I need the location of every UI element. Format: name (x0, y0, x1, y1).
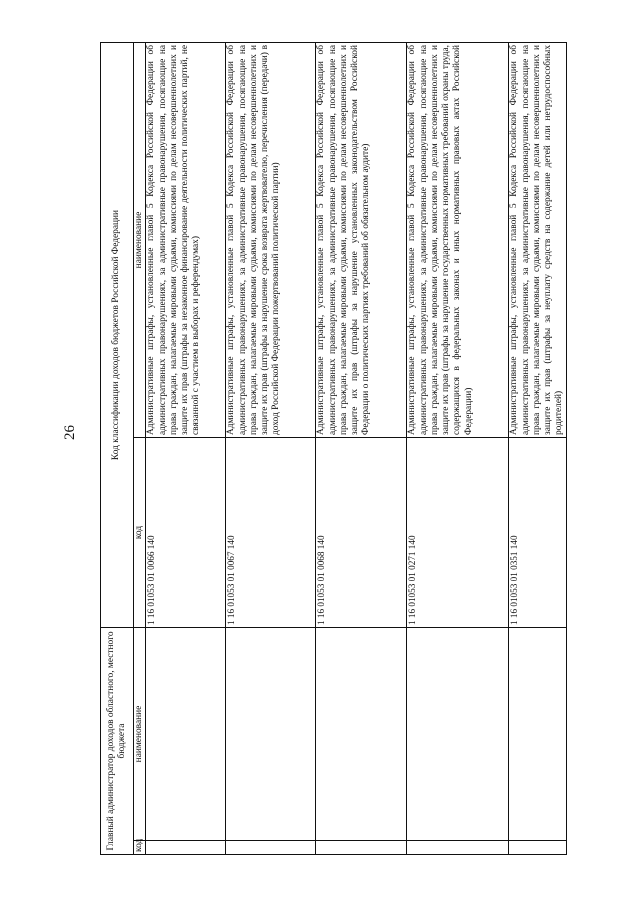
row-admin-code (509, 841, 566, 855)
revenue-classification-table (100, 42, 567, 855)
header-admin-group: Главный администратор доходов областного, местного бюджета (101, 628, 134, 855)
table-row (316, 42, 407, 854)
row-admin-code (146, 841, 226, 855)
table-row (509, 42, 566, 854)
row-description: Административные штрафы, установленные главой 5 Кодекса Российской Федерации об административных правонарушениях, за административные правонарушения, посягающие на права граждан, налагаемые мировыми судьями, комиссиями по делам несовершеннолетних и защите их прав (штрафы за незаконное финансирование деятельности политических партий, не связанной с участием в выборах и референдумах) (146, 42, 226, 437)
row-admin-name (407, 628, 509, 841)
row-budget-code: 1 16 01053 01 0351 140 (509, 438, 566, 628)
page-number: 26 (62, 425, 78, 440)
row-description: Административные штрафы, установленные главой 5 Кодекса Российской Федерации об административных правонарушениях, за административные правонарушения, посягающие на права граждан, налагаемые мировыми судьями, комиссиями по делам несовершеннолетних и защите их прав (штрафы за нарушение установленных законодательством Российской Федерации о политических партиях требований об обязательном аудите) (316, 42, 407, 437)
table-row (146, 42, 226, 854)
row-budget-code: 1 16 01053 01 0068 140 (316, 438, 407, 628)
rotated-table-container (100, 43, 573, 855)
row-description: Административные штрафы, установленные главой 5 Кодекса Российской Федерации об административных правонарушениях, за административные правонарушения, посягающие на права граждан, налагаемые мировыми судьями, комиссиями по делам несовершеннолетних и защите их прав (штрафы за нарушение срока возврата жертвователю, перечисления (передачи) в доход Российской Федерации пожертвований политической партии) (226, 42, 316, 437)
table-row (226, 42, 316, 854)
table-row (407, 42, 509, 854)
row-admin-name (509, 628, 566, 841)
row-admin-code (316, 841, 407, 855)
row-budget-code: 1 16 01053 01 0066 140 (146, 438, 226, 628)
row-admin-code (226, 841, 316, 855)
row-description: Административные штрафы, установленные главой 5 Кодекса Российской Федерации об административных правонарушениях, за административные правонарушения, посягающие на права граждан, налагаемые мировыми судьями, комиссиями по делам несовершеннолетних и защите их прав (штрафы за нарушение государственных нормативных требований охраны труда, содержащихся в федеральных законах и иных нормативных правовых актах Российской Федерации) (407, 42, 509, 437)
row-admin-code (407, 841, 509, 855)
header-classification-code: код (134, 438, 146, 628)
header-classification-name: наименование (134, 42, 146, 437)
row-budget-code: 1 16 01053 01 0067 140 (226, 438, 316, 628)
header-classification-group: Код классификации доходов бюджетов Российской Федерации (101, 42, 134, 627)
row-description: Административные штрафы, установленные главой 5 Кодекса Российской Федерации об административных правонарушениях, за административные правонарушения, посягающие на права граждан, налагаемые мировыми судьями, комиссиями по делам несовершеннолетних и защите их прав (штрафы за неуплату средств на содержание детей или нетрудоспособных родителей) (509, 42, 566, 437)
header-admin-code: код (134, 841, 146, 855)
row-admin-name (146, 628, 226, 841)
row-budget-code: 1 16 01053 01 0271 140 (407, 438, 509, 628)
header-admin-name: наименование (134, 628, 146, 841)
row-admin-name (316, 628, 407, 841)
row-admin-name (226, 628, 316, 841)
